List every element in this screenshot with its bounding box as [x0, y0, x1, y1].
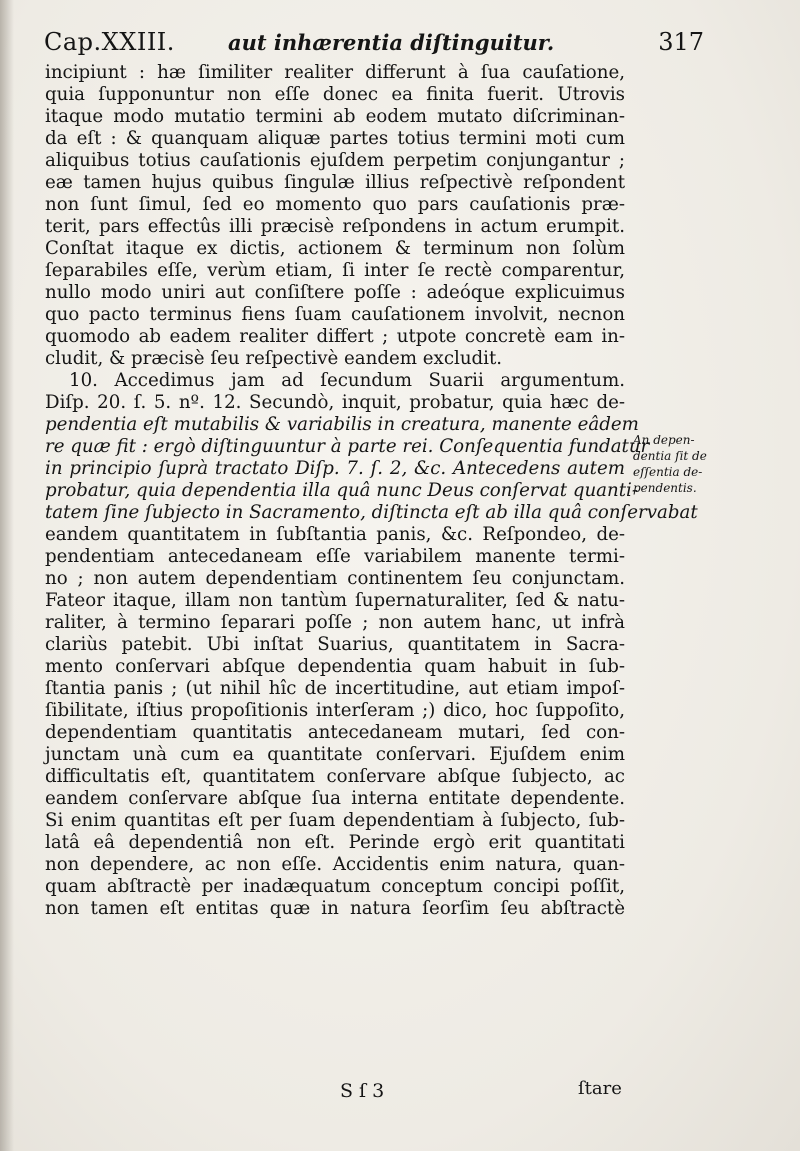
paragraph-start-line: 10. Accedimus jam ad ſecundum Suarii argumentum. — [69, 370, 625, 391]
quoted-text-line: re quæ fit : ergò diſtinguuntur à parte rei. Conſequentia fundatur — [45, 436, 650, 457]
running-title: aut inhærentia diſtinguitur. — [228, 30, 555, 55]
text-line: cludit, & præcisè ſeu reſpectivè eandem excludit. — [45, 348, 503, 369]
text-line: raliter, à termino ſeparari poſſe ; non autem hanc, ut infrà — [45, 612, 625, 633]
text-line: quia ſupponuntur non eſſe donec ea finita fuerit. Utrovis — [45, 84, 625, 105]
text-line: incipiunt : hæ ſimiliter realiter differunt à ſua cauſatione, — [45, 62, 625, 83]
marginal-note-line: eſſentia de- — [633, 465, 703, 479]
quoted-text-line: tatem ſine ſubjecto in Sacramento, diſtincta eſt ab illa quâ conſervabat — [45, 502, 698, 523]
text-line: junctam unà cum ea quantitate conſervari. Ejuſdem enim — [45, 744, 625, 765]
text-line: quam abſtractè per inadæquatum conceptum concipi poſſit, — [45, 876, 625, 897]
text-line: Conſtat itaque ex dictis, actionem & terminum non ſolùm — [45, 238, 625, 259]
text-line: Diſp. 20. ſ. 5. nº. 12. Secundò, inquit, probatur, quia hæc de- — [45, 392, 625, 413]
text-line: eandem conſervare abſque ſua interna entitate dependente. — [45, 788, 625, 809]
quoted-text-line: in principio ſuprà tractato Diſp. 7. ſ. 2, &c. Antecedens autem — [45, 458, 625, 479]
chapter-label: Cap.XXIII. — [44, 28, 175, 56]
text-line: latâ eâ dependentiâ non eſt. Perinde ergò erit quantitati — [45, 832, 625, 853]
text-line: ſibilitate, iſtius propoſitionis interſeram ;) dico, hoc ſuppoſito, — [45, 700, 625, 721]
marginal-note-line: pendentis. — [633, 481, 697, 495]
marginal-note-line: An depen- — [633, 433, 695, 447]
text-line: Fateor itaque, illam non tantùm ſupernaturaliter, ſed & natu- — [45, 590, 625, 611]
quoted-text-line: pendentia eſt mutabilis & variabilis in creatura, manente eâdem — [45, 414, 639, 435]
catchword: ſtare — [578, 1078, 622, 1099]
running-head — [44, 28, 704, 60]
text-line: da eſt : & quanquam aliquæ partes totius termini moti cum — [45, 128, 625, 149]
quoted-text-line: probatur, quia dependentia illa quâ nunc Deus conſervat quanti- — [45, 480, 639, 501]
text-line: ſtantia panis ; (ut nihil hîc de incertitudine, aut etiam impoſ- — [45, 678, 625, 699]
text-line: no ; non autem dependentiam continentem ſeu conjunctam. — [45, 568, 625, 589]
page-number: 317 — [658, 28, 704, 56]
text-line: eæ tamen hujus quibus ſingulæ illius reſpectivè reſpondent — [45, 172, 625, 193]
text-line: ſeparabiles eſſe, verùm etiam, ſi inter ſe rectè comparentur, — [45, 260, 625, 281]
text-line: terit, pars effectûs illi præcisè reſpondens in actum erumpit. — [45, 216, 625, 237]
text-line: clariùs patebit. Ubi inſtat Suarius, quantitatem in Sacra- — [45, 634, 625, 655]
text-line: quo pacto terminus fiens ſuam cauſationem involvit, necnon — [45, 304, 625, 325]
text-line: pendentiam antecedaneam eſſe variabilem manente termi- — [45, 546, 625, 567]
text-line: Si enim quantitas eſt per ſuam dependentiam à ſubjecto, ſub- — [45, 810, 625, 831]
text-line: dependentiam quantitatis antecedaneam mutari, ſed con- — [45, 722, 625, 743]
text-line: aliquibus totius cauſationis ejuſdem perpetim conjungantur ; — [45, 150, 625, 171]
text-line: nullo modo uniri aut conſiſtere poſſe : adeóque explicuimus — [45, 282, 625, 303]
text-line: mento conſervari abſque dependentia quam habuit in ſub- — [45, 656, 625, 677]
text-line: non ſunt ſimul, ſed eo momento quo pars cauſationis præ- — [45, 194, 625, 215]
marginal-note-line: dentia ſit de — [633, 449, 707, 463]
signature-mark: S ſ 3 — [340, 1080, 385, 1102]
text-line: itaque modo mutatio termini ab eodem mutato diſcriminan- — [45, 106, 625, 127]
text-line: eandem quantitatem in ſubſtantia panis, &c. Reſpondeo, de- — [45, 524, 625, 545]
text-line: non dependere, ac non eſſe. Accidentis enim natura, quan- — [45, 854, 625, 875]
text-line: difficultatis eſt, quantitatem conſervare abſque ſubjecto, ac — [45, 766, 625, 787]
marginal-note — [633, 432, 723, 496]
text-line: non tamen eſt entitas quæ in natura ſeorſim ſeu abſtractè — [45, 898, 625, 919]
text-line: quomodo ab eadem realiter differt ; utpote concretè eam in- — [45, 326, 625, 347]
